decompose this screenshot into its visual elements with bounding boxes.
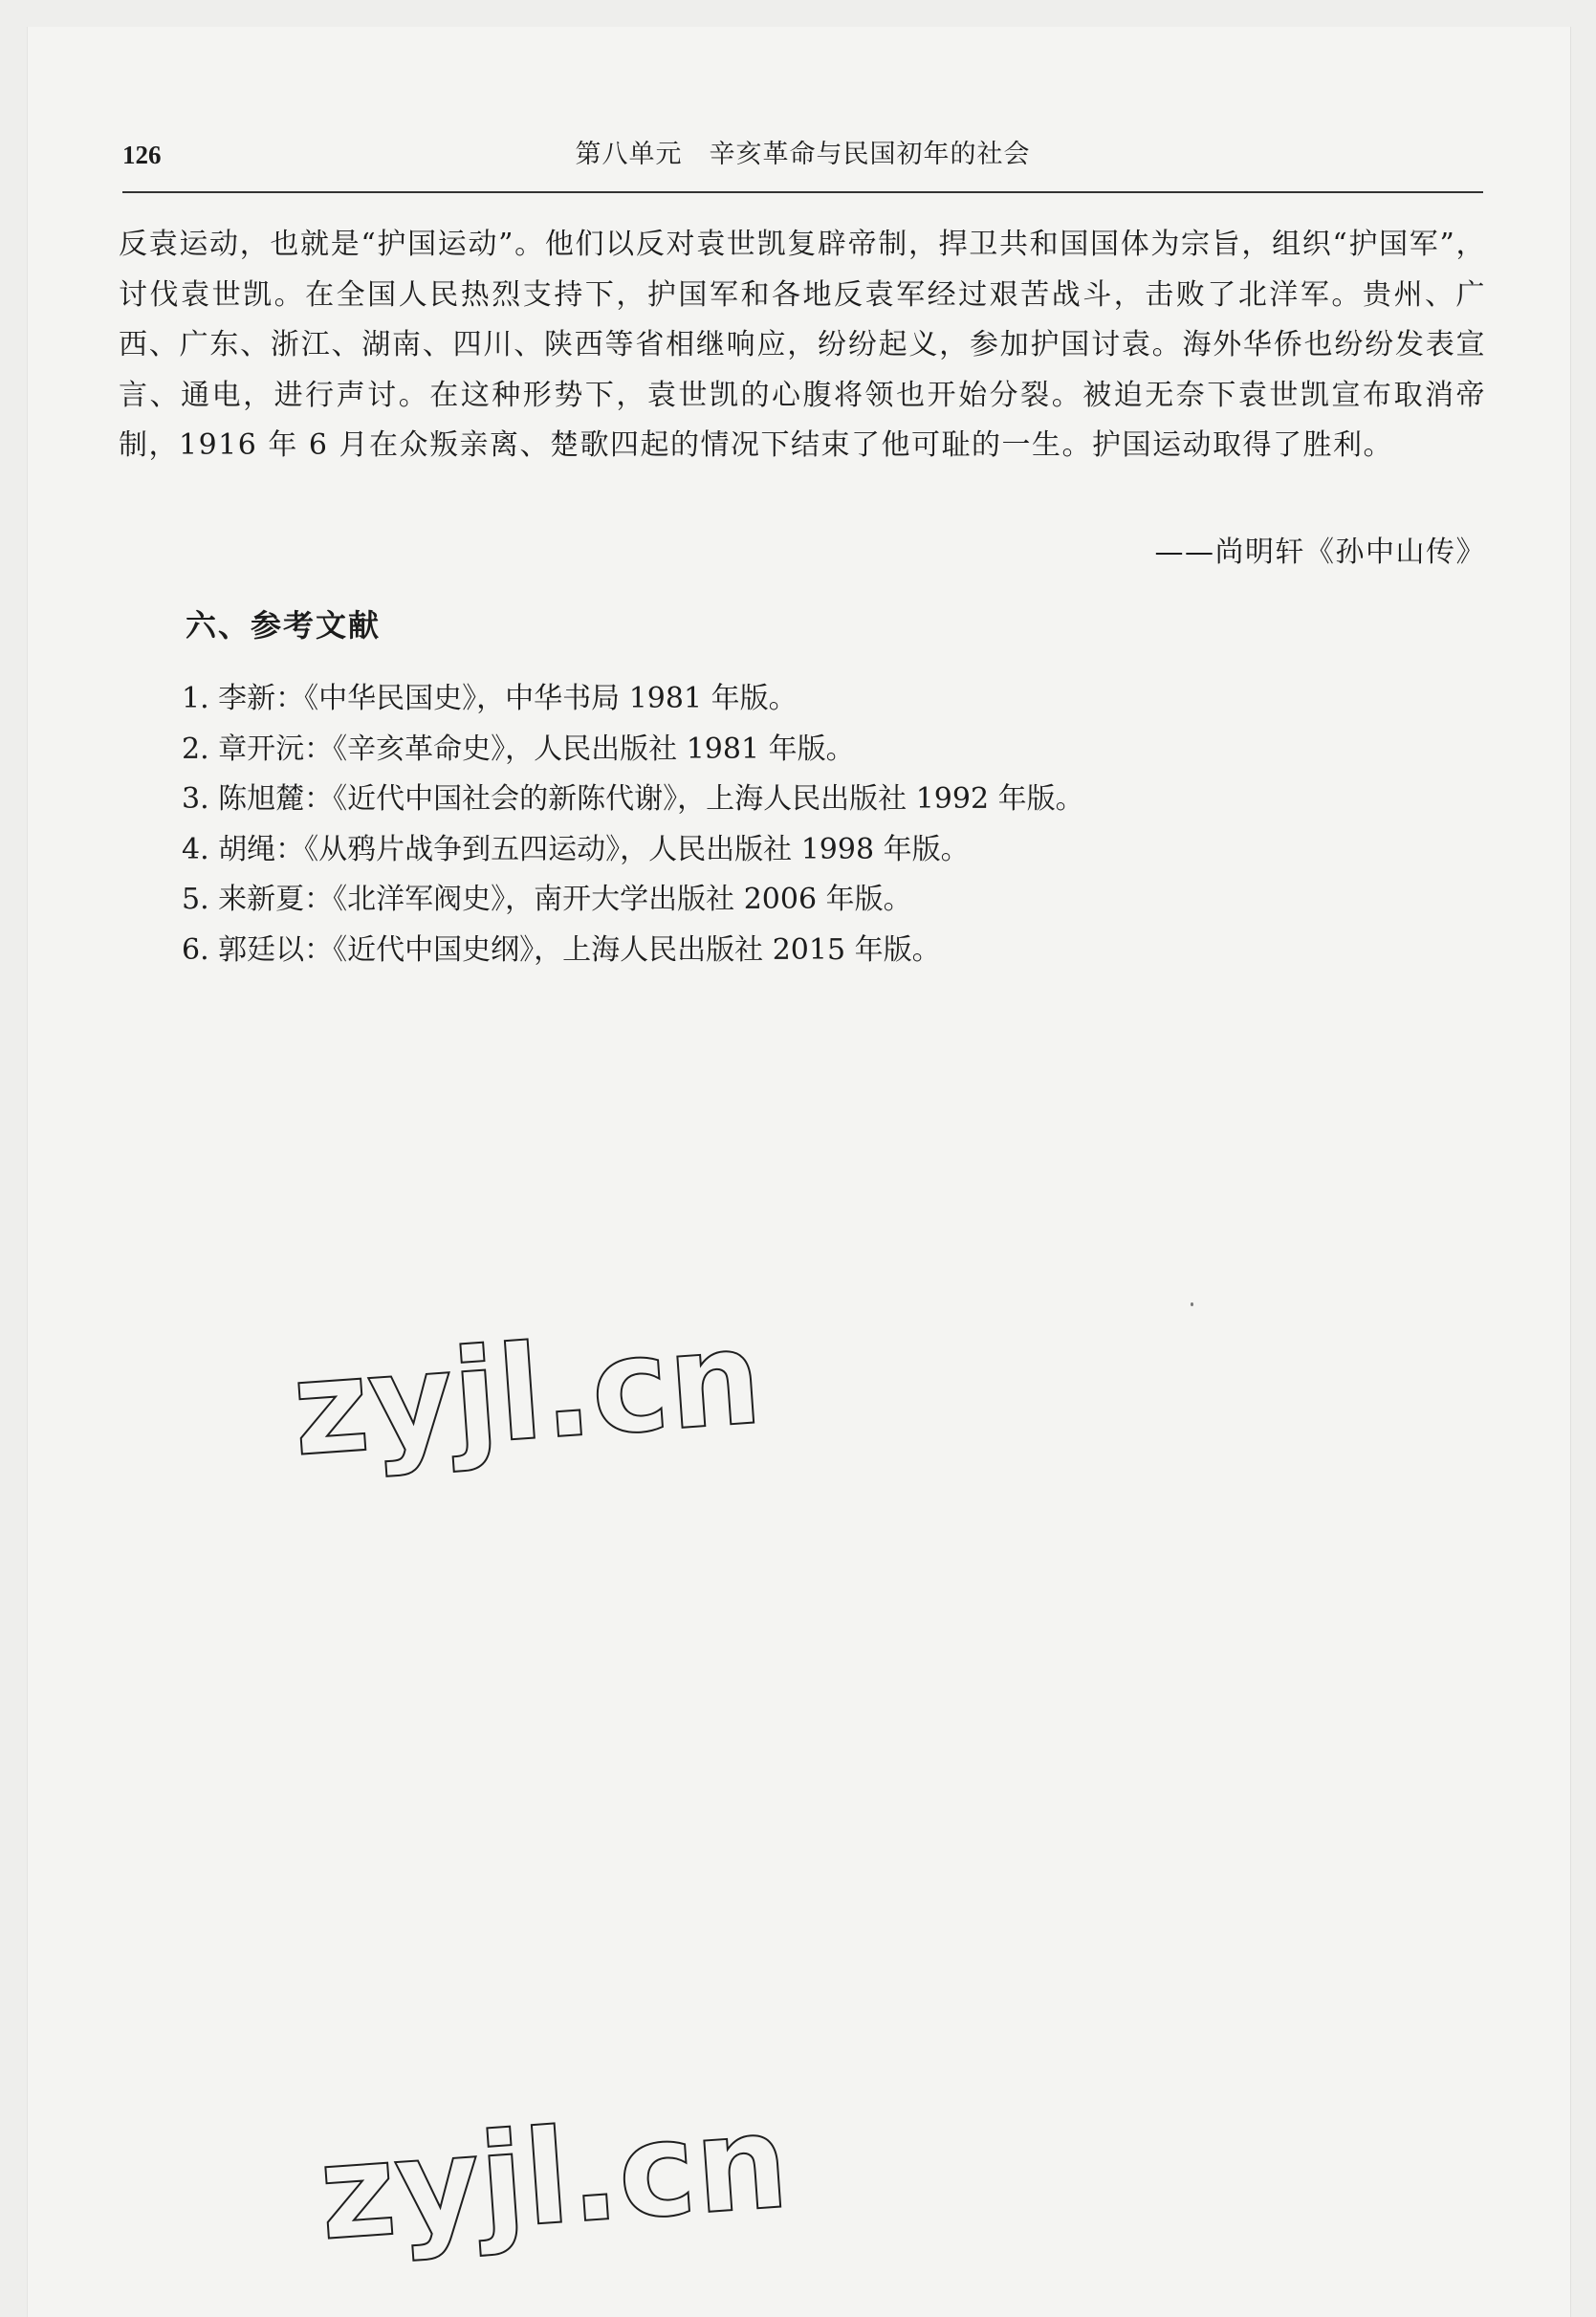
header-rule: [122, 191, 1483, 193]
page-header: [122, 136, 1483, 174]
reference-item: 5. 来新夏：《北洋军阀史》，南开大学出版社 2006 年版。: [182, 883, 912, 916]
reference-item: 6. 郭廷以：《近代中国史纲》，上海人民出版社 2015 年版。: [182, 932, 941, 967]
running-title: 第八单元 辛亥革命与民国初年的社会: [575, 140, 1031, 169]
reference-list: [182, 674, 1084, 975]
reference-item: 3. 陈旭麓：《近代中国社会的新陈代谢》，上海人民出版社 1992 年版。: [182, 782, 1084, 816]
page-number: 126: [122, 141, 162, 169]
excerpt-source: ——尚明轩《孙中山传》: [1154, 536, 1486, 569]
reference-item: 4. 胡绳：《从鸦片战争到五四运动》，人民出版社 1998 年版。: [182, 832, 970, 866]
excerpt-paragraph: 反袁运动，也就是“护国运动”。他们以反对袁世凯复辟帝制，捍卫共和国国体为宗旨，组织“护国军”，讨伐袁世凯。在全国人民热烈支持下，护国军和各地反袁军经过艰苦战斗，击败了北洋军。贵州、广西、广东、浙江、湖南、四川、陕西等省相继响应，纷纷起义，参加护国讨袁。海外华侨也纷纷发表宣言、通电，进行声讨。在这种形势下，袁世凯的心腹将领也开始分裂。被迫无奈下袁世凯宣布取消帝制，1916 年 6 月在众叛亲离、楚歌四起的情况下结束了他可耻的一生。护国运动取得了胜利。: [119, 228, 1486, 462]
reference-item: 2. 章开沅：《辛亥革命史》，人民出版社 1981 年版。: [182, 732, 855, 766]
watermark: zyjl.cn: [288, 1302, 767, 1486]
scan-speck: [1191, 1302, 1193, 1306]
section-heading: 六、参考文献: [186, 607, 382, 644]
reference-item: 1. 李新：《中华民国史》，中华书局 1981 年版。: [182, 682, 798, 715]
watermark: zyjl.cn: [315, 2087, 794, 2270]
